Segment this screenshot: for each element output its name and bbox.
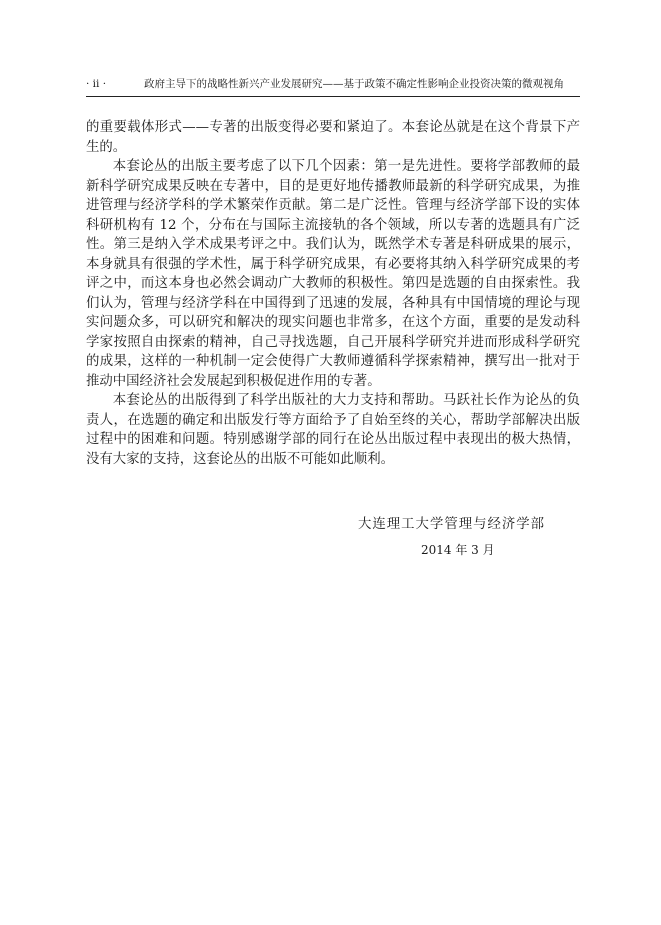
date: 2014 年 3 月 bbox=[421, 543, 495, 557]
paragraph-continuation: 的重要载体形式——专著的出版变得必要和紧迫了。本套论丛就是在这个背景下产生的。 bbox=[86, 120, 580, 155]
signature: 大连理工大学管理与经济学部 bbox=[358, 517, 546, 532]
page-number: · ii · bbox=[86, 78, 107, 90]
paragraph-factors: 本套论丛的出版主要考虑了以下几个因素：第一是先进性。要将学部教师的最新科学研究成果反映在专著中，目的是更好地传播教师最新的科学研究成果，为推进管理与经济学科的学术繁荣作贡献。第二是广泛性。管理与经济学部下设的实体科研机构有 12 个，分布在与国际主流接轨的各个领域，所以专著的选题具有广泛性。第三是纳入学术成果考评之中。我们认为，既然学术专著是科研成果的展示，本身就具有很强的学术性，属于科学研究成果，有必要将其纳入科学研究成果的考评之中，而这本身也必然会调动广大教师的积极性。第四是选题的自由探索性。我们认为，管理与经济学科在中国得到了迅速的发展，各种具有中国情境的理论与现实问题众多，可以研究和解决的现实问题也非常多，在这个方面，重要的是发动科学家按照自由探索的精神，自己寻找选题，自己开展科学研究并进而形成科学研究的成果，这样的一种机制一定会使得广大教师遵循科学探索精神，撰写出一批对于推动中国经济社会发展起到积极促进作用的专著。 bbox=[86, 159, 580, 389]
running-header bbox=[86, 76, 580, 97]
running-title: 政府主导下的战略性新兴产业发展研究——基于政策不确定性影响企业投资决策的微观视角 bbox=[144, 78, 564, 90]
paragraph-acknowledgements: 本套论丛的出版得到了科学出版社的大力支持和帮助。马跃社长作为论丛的负责人，在选题的确定和出版发行等方面给予了自始至终的关心，帮助学部解决出版过程中的困难和问题。特别感谢学部的同行在论丛出版过程中表现出的极大热情，没有大家的支持，这套论丛的出版不可能如此顺利。 bbox=[86, 393, 580, 467]
body-text bbox=[86, 118, 580, 469]
